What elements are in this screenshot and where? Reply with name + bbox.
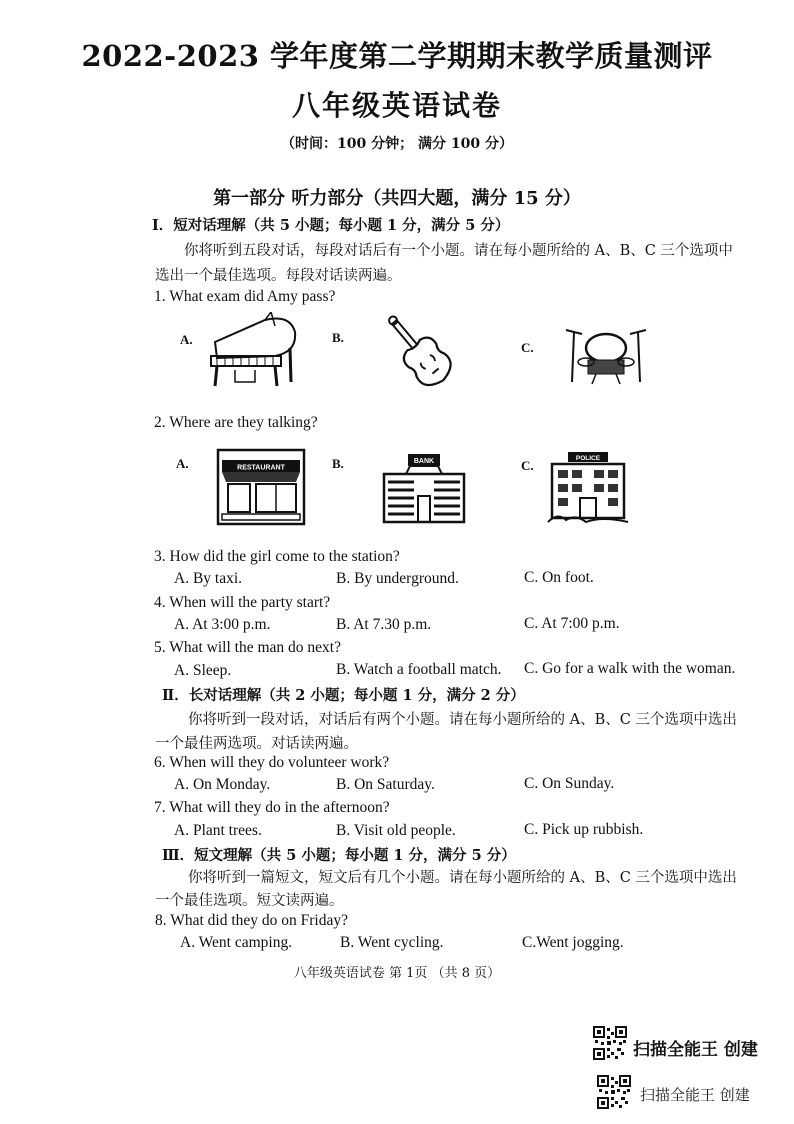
exam-title: 2022-2023 学年度第二学期期末教学质量测评 (81, 39, 713, 73)
piano-image (205, 312, 301, 388)
q4-option-a: A. At 3:00 p.m. (174, 616, 271, 633)
question-1: 1. What exam did Amy pass? (154, 288, 336, 305)
police-sign-text: POLICE (575, 455, 601, 462)
section2-heading: Ⅱ．长对话理解（共 2 小题；每小题 1 分，满分 2 分） (162, 687, 525, 704)
q2-option-c-label: C. (521, 458, 534, 473)
bank-sign-text: BANK (413, 458, 435, 465)
section1-instruction-1: 你将听到五段对话，每段对话后有一个小题。请在每小题所给的 A、B、C 三个选项中 (184, 243, 733, 259)
q6-option-c: C. On Sunday. (524, 775, 615, 792)
drum-kit-image (556, 322, 656, 386)
q3-option-a: A. By taxi. (174, 570, 243, 587)
question-5: 5. What will the man do next? (154, 639, 341, 656)
part1-title: 第一部分 听力部分（共四大题，满分 15 分） (213, 188, 581, 209)
q5-option-a: A. Sleep. (174, 662, 232, 679)
question-3: 3. How did the girl come to the station? (154, 548, 400, 565)
question-6: 6. When will they do volunteer work? (154, 754, 390, 771)
q4-option-b: B. At 7.30 p.m. (336, 616, 432, 633)
section3-instruction-1: 你将听到一篇短文，短文后有几个小题。请在每小题所给的 A、B、C 三个选项中选出 (188, 870, 737, 886)
q4-option-c: C. At 7:00 p.m. (524, 615, 620, 632)
qr-code-icon (593, 1026, 627, 1060)
page-footer: 八年级英语试卷 第 1页 （共 8 页） (293, 966, 501, 981)
section2-instruction-2: 一个最佳两选项。对话读两遍。 (155, 736, 358, 752)
q7-option-b: B. Visit old people. (336, 822, 456, 839)
restaurant-image (216, 448, 306, 526)
exam-meta: （时间：100 分钟； 满分 100 分） (281, 136, 513, 152)
q5-option-b: B. Watch a football match. (336, 661, 502, 678)
q8-option-a: A. Went camping. (180, 934, 293, 951)
q8-option-c: C.Went jogging. (522, 934, 624, 951)
watermark-text-2: 扫描全能王 创建 (640, 1086, 750, 1104)
q3-option-b: B. By underground. (336, 570, 459, 587)
q1-option-c-label: C. (521, 340, 534, 355)
q2-option-a-label: A. (176, 456, 189, 471)
section3-instruction-2: 一个最佳选项。短文读两遍。 (155, 893, 344, 909)
q3-option-c: C. On foot. (524, 569, 594, 586)
question-4: 4. When will the party start? (154, 594, 331, 611)
violin-image (372, 312, 472, 398)
question-7: 7. What will they do in the afternoon? (154, 799, 390, 816)
q7-option-c: C. Pick up rubbish. (524, 821, 644, 838)
question-2: 2. Where are they talking? (154, 414, 318, 431)
section2-instruction-1: 你将听到一段对话，对话后有两个小题。请在每小题所给的 A、B、C 三个选项中选出 (188, 712, 737, 728)
q5-option-c: C. Go for a walk with the woman. (524, 660, 736, 677)
q6-option-b: B. On Saturday. (336, 776, 435, 793)
qr-code-icon-2 (597, 1075, 631, 1109)
watermark-text-1: 扫描全能王 创建 (633, 1040, 758, 1060)
exam-subtitle: 八年级英语试卷 (291, 89, 502, 122)
q2-option-b-label: B. (332, 456, 344, 471)
q7-option-a: A. Plant trees. (174, 822, 262, 839)
section1-heading: Ⅰ．短对话理解（共 5 小题；每小题 1 分，满分 5 分） (152, 217, 510, 234)
q8-option-b: B. Went cycling. (340, 934, 444, 951)
section3-heading: Ⅲ．短文理解（共 5 小题；每小题 1 分，满分 5 分） (162, 847, 516, 864)
q1-option-b-label: B. (332, 330, 344, 345)
police-station-image (546, 450, 630, 526)
q6-option-a: A. On Monday. (174, 776, 271, 793)
question-8: 8. What did they do on Friday? (155, 912, 349, 929)
restaurant-sign-text: RESTAURANT (237, 464, 285, 472)
bank-image (380, 452, 468, 524)
section1-instruction-2: 选出一个最佳选项。每段对话读两遍。 (155, 268, 402, 284)
q1-option-a-label: A. (180, 332, 193, 347)
